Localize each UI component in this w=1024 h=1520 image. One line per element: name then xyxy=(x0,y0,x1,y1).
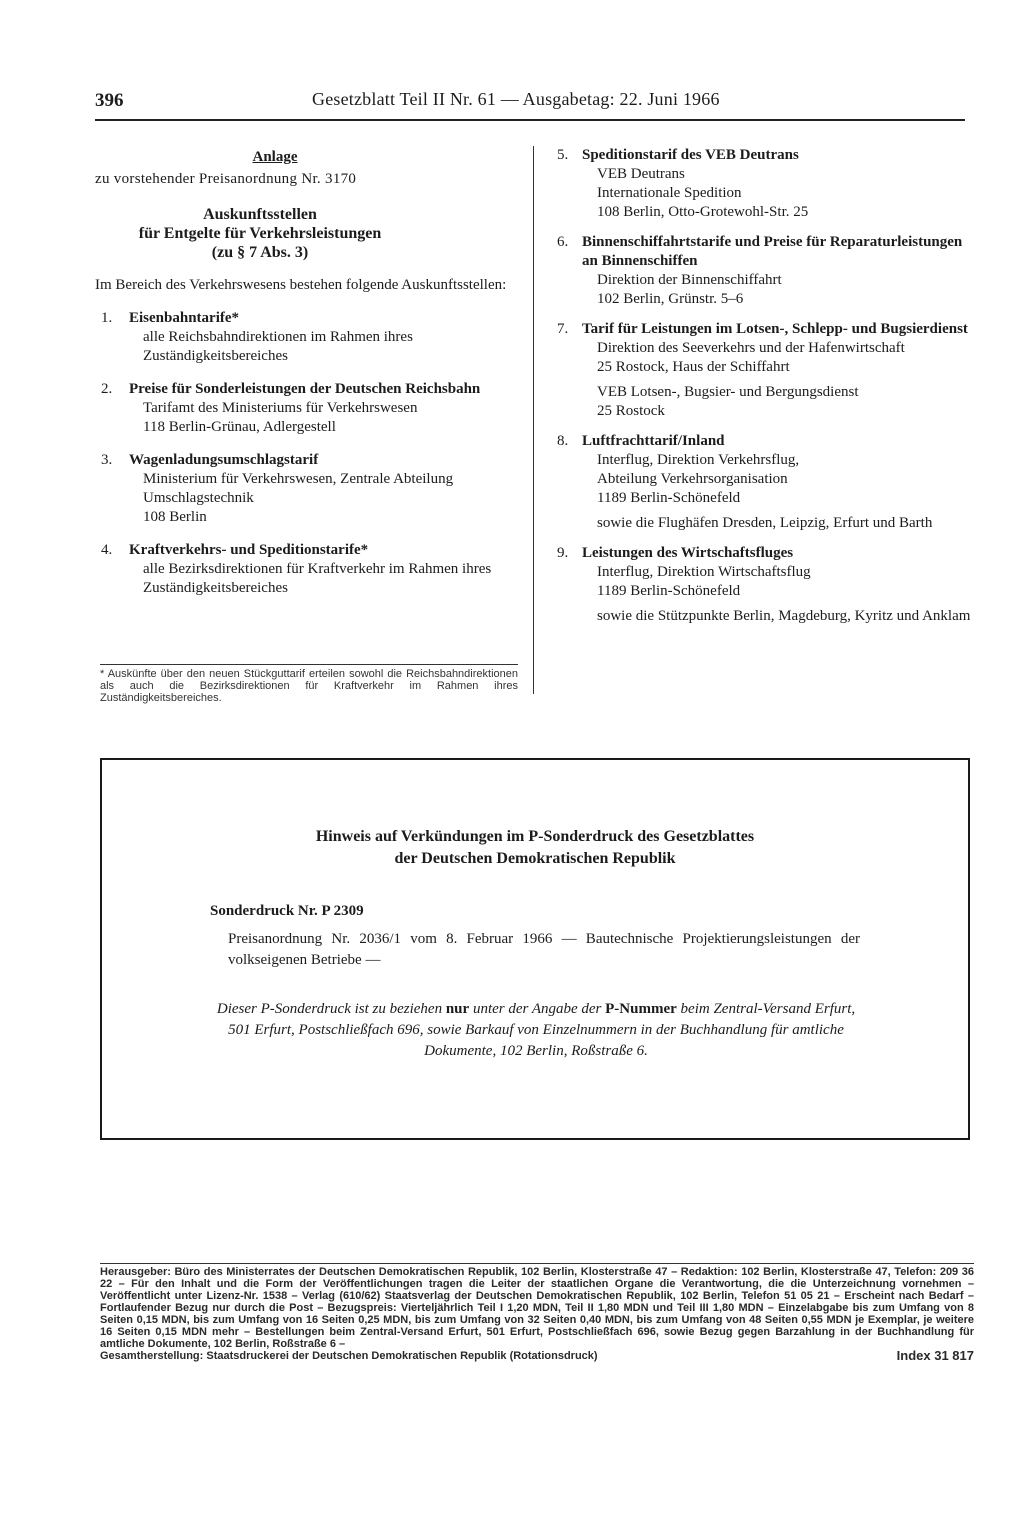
list-item xyxy=(95,451,515,527)
item-number: 7. xyxy=(557,321,569,337)
list-item xyxy=(555,146,973,222)
imprint-text: Herausgeber: Büro des Ministerrates der Deutschen Demokratischen Republik, 102 Berlin, Klosterstraße 47 – Redaktion: 102 Berlin, Klosterstraße 47, Telefon: 209 36 22 – Für den Inhalt und die Form der Veröffentlichungen tragen die Leiter der staatlichen Organe die Verantwortung, die die Unterzeichnung vornehmen – Veröffentlicht unter Lizenz-Nr. 1538 – Verlag (610/62) Staatsverlag der Deutschen Demokratischen Republik, 102 Berlin, Telefon 51 05 21 – Erscheint nach Bedarf – Fortlaufender Bezug nur durch die Post – Bezugspreis: Vierteljährlich Teil I 1,20 MDN, Teil II 1,80 MDN und Teil III 1,80 MDN – Einzelabgabe bis zum Umfang von 8 Seiten 0,15 MDN, bis zum Umfang von 16 Seiten 0,25 MDN, bis zum Umfang von 32 Seiten 0,40 MDN, bis zum Umfang von 48 Seiten 0,55 MDN je Exemplar, je weitere 16 Seiten 0,15 MDN mehr – Bestellungen beim Zentral-Versand Erfurt, 501 Erfurt, Postschließfach 696, sowie Bezug gegen Barzahlung in der Buchhandlung für amtliche Dokumente, 102 Berlin, Roßstraße 6 – xyxy=(100,1266,974,1350)
item-number: 9. xyxy=(557,545,569,561)
item-body-line: 118 Berlin-Grünau, Adlergestell xyxy=(143,419,336,435)
header-rule xyxy=(95,119,965,121)
item-body-line: alle Bezirksdirektionen für Kraftverkehr im Rahmen ihres Zuständigkeitsbereiches xyxy=(143,561,492,596)
list-item xyxy=(555,320,973,421)
item-title: Leistungen des Wirtschaftsfluges xyxy=(582,545,794,561)
notice-ordering-emphasis: P-Nummer xyxy=(605,1001,677,1017)
list-item xyxy=(95,380,515,437)
item-number: 6. xyxy=(557,234,569,250)
item-body xyxy=(143,470,515,527)
list-item xyxy=(95,309,515,366)
notice-ordering-emphasis: nur xyxy=(445,1001,470,1017)
item-number: 4. xyxy=(101,542,113,558)
notice-box xyxy=(100,758,970,1140)
item-number: 8. xyxy=(557,433,569,449)
notice-ordering-text: beim Zentral-Versand Erfurt, 501 Erfurt, Postschließfach 696, sowie Barkauf von Einzelnummern in der Buchhandlung für amtliche Dokumente, 102 Berlin, Roßstraße 6. xyxy=(228,1001,856,1059)
item-title: Kraftverkehrs- und Speditionstarife* xyxy=(129,542,369,558)
item-title: Eisenbahntarife* xyxy=(129,310,240,326)
item-number: 5. xyxy=(557,147,569,163)
imprint xyxy=(100,1266,974,1362)
item-body-line: VEB Deutrans xyxy=(597,166,685,182)
item-body-line: sowie die Stützpunkte Berlin, Magdeburg, Kyritz und Anklam xyxy=(597,608,971,624)
intro-text: Im Bereich des Verkehrswesens bestehen folgende Auskunftsstellen: xyxy=(95,277,507,293)
item-body-line: Direktion des Seeverkehrs und der Hafenwirtschaft xyxy=(597,340,905,356)
item-body-line: Abteilung Verkehrsorganisation xyxy=(597,471,788,487)
item-title: Luftfrachttarif/Inland xyxy=(582,433,725,449)
page-number: 396 xyxy=(95,90,124,111)
index-number: Index 31 817 xyxy=(896,1348,974,1363)
anlage-subtitle: zu vorstehender Preisanordnung Nr. 3170 xyxy=(95,171,357,187)
item-title: Tarif für Leistungen im Lotsen-, Schlepp- und Bugsierdienst xyxy=(582,321,968,337)
item-body-line: 1189 Berlin-Schönefeld xyxy=(597,583,741,599)
notice-ordering-text: Dieser P-Sonderdruck ist zu beziehen xyxy=(216,1001,443,1017)
item-body-line: Ministerium für Verkehrswesen, Zentrale Abteilung Umschlagstechnik xyxy=(143,471,454,506)
item-title: Binnenschiffahrtstarife und Preise für Reparaturleistungen an Binnenschiffen xyxy=(582,234,963,269)
item-body-line: 25 Rostock xyxy=(597,403,665,419)
item-body-line: 108 Berlin, Otto-Grotewohl-Str. 25 xyxy=(597,204,809,220)
column-divider xyxy=(533,146,534,694)
imprint-last-line xyxy=(100,1350,974,1362)
notice-title xyxy=(102,826,968,870)
item-body xyxy=(597,451,973,533)
imprint-printer: Gesamtherstellung: Staatsdruckerei der Deutschen Demokratischen Republik (Rotationsdruck) xyxy=(100,1350,598,1362)
list-item xyxy=(95,541,515,598)
notice-ordering-info xyxy=(210,999,862,1062)
item-body xyxy=(143,328,515,366)
item-number: 2. xyxy=(101,381,113,397)
item-body-line: 102 Berlin, Grünstr. 5–6 xyxy=(597,291,744,307)
item-body-line: alle Reichsbahndirektionen im Rahmen ihres Zuständigkeitsbereiches xyxy=(143,329,413,364)
item-body xyxy=(597,563,973,626)
imprint-rule xyxy=(100,1263,974,1264)
item-body-line: Tarifamt des Ministeriums für Verkehrswesen xyxy=(143,400,418,416)
notice-subheading: Sonderdruck Nr. P 2309 xyxy=(210,903,364,919)
item-body xyxy=(597,271,973,309)
notice-body: Preisanordnung Nr. 2036/1 vom 8. Februar 1966 — Bautechnische Projektierungsleistungen der volkseigenen Betriebe — xyxy=(228,931,860,968)
item-body xyxy=(143,560,515,598)
item-body xyxy=(597,165,973,222)
section-heading-line: (zu § 7 Abs. 3) xyxy=(211,244,309,261)
section-heading xyxy=(95,205,425,262)
notice-ordering-text: unter der Angabe der xyxy=(472,1001,602,1017)
left-column xyxy=(95,148,515,598)
item-body-line: 108 Berlin xyxy=(143,509,207,525)
page-header-title: Gesetzblatt Teil II Nr. 61 — Ausgabetag: 22. Juni 1966 xyxy=(312,89,720,109)
item-title: Preise für Sonderleistungen der Deutschen Reichsbahn xyxy=(129,381,481,397)
list-item xyxy=(555,544,973,626)
item-body-line: Direktion der Binnenschiffahrt xyxy=(597,272,782,288)
list-item xyxy=(555,233,973,309)
notice-title-line: der Deutschen Demokratischen Republik xyxy=(394,850,676,867)
footnote: * Auskünfte über den neuen Stückguttarif erteilen sowohl die Reichsbahndirektionen als auch die Bezirksdirektionen für Kraftverkehr im Rahmen ihres Zuständigkeitsbereiches. xyxy=(100,664,518,704)
item-body xyxy=(143,399,515,437)
list-item xyxy=(555,432,973,533)
item-title: Speditionstarif des VEB Deutrans xyxy=(582,147,799,163)
right-column xyxy=(555,146,973,626)
item-body xyxy=(597,339,973,421)
item-body-line: sowie die Flughäfen Dresden, Leipzig, Erfurt und Barth xyxy=(597,515,933,531)
item-body-line: VEB Lotsen-, Bugsier- und Bergungsdienst xyxy=(597,384,859,400)
section-heading-line: Auskunftsstellen xyxy=(203,206,317,223)
item-body-line: Interflug, Direktion Verkehrsflug, xyxy=(597,452,800,468)
item-number: 1. xyxy=(101,310,113,326)
item-title: Wagenladungsumschlagstarif xyxy=(129,452,319,468)
item-body-line: Interflug, Direktion Wirtschaftsflug xyxy=(597,564,811,580)
item-body-line: 25 Rostock, Haus der Schiffahrt xyxy=(597,359,790,375)
item-body-line: 1189 Berlin-Schönefeld xyxy=(597,490,741,506)
item-body-line: Internationale Spedition xyxy=(597,185,742,201)
notice-title-line: Hinweis auf Verkündungen im P-Sonderdruck des Gesetzblattes xyxy=(315,828,755,845)
section-heading-line: für Entgelte für Verkehrsleistungen xyxy=(138,225,382,242)
anlage-title: Anlage xyxy=(252,149,298,165)
item-number: 3. xyxy=(101,452,113,468)
